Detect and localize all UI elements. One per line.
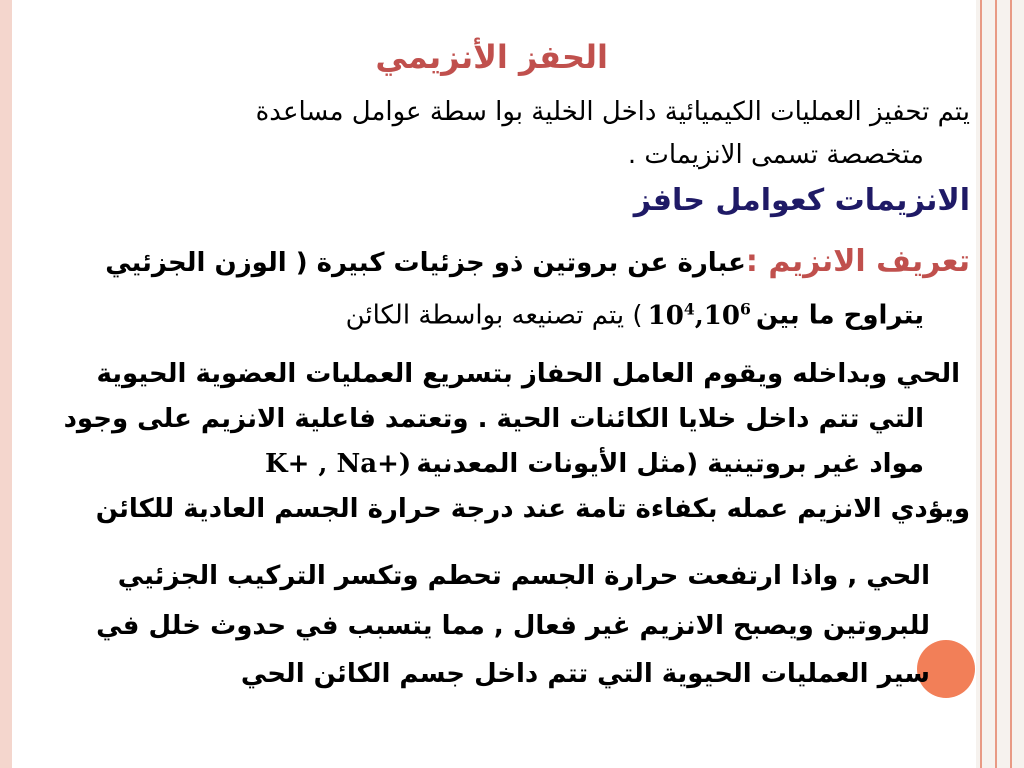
definition-line-1	[105, 245, 970, 278]
intro-line-1: يتم تحفيز العمليات الكيميائية داخل الخلية بوا سطة عوامل مساعدة	[255, 97, 970, 127]
definition-text-a: عبارة عن بروتين ذو جزئيات كبيرة ( الوزن الجزئيي	[105, 248, 746, 278]
subheading: الانزيمات كعوامل حافز	[633, 183, 970, 218]
definition-text-b-prefix: يتراوح ما بين	[755, 300, 924, 331]
definition-label: تعريف الانزيم :	[745, 244, 970, 279]
body-line-3-prefix: مواد غير بروتينية (مثل الأيونات المعدنية	[416, 449, 924, 479]
intro-line-2: متخصصة تسمى الانزيمات .	[627, 140, 924, 170]
definition-line-2	[346, 300, 924, 330]
body-line-2: التي تتم داخل خلايا الكائنات الحية . وتعتمد فاعلية الانزيم على وجود	[63, 404, 924, 434]
body-line-4: ويؤدي الانزيم عمله بكفاءة تامة عند درجة حرارة الجسم العادية للكائن	[95, 494, 970, 524]
decorative-line	[980, 0, 982, 768]
conclusion-line-2: للبروتين ويصبح الانزيم غير فعال , مما يتسبب في حدوث خلل في	[96, 611, 930, 641]
molecular-weight-range: $10^4,10^6$	[647, 299, 751, 331]
right-decorative-band	[976, 0, 1024, 768]
conclusion-line-3: سير العمليات الحيوية التي تتم داخل جسم الكائن الحي	[240, 659, 930, 689]
definition-text-b-suffix: ) يتم تصنيعه بواسطة الكائن	[345, 300, 643, 331]
slide-title: الحفز الأنزيمي	[375, 38, 608, 76]
body-line-1: الحي وبداخله ويقوم العامل الحفاز بتسريع العمليات العضوية الحيوية	[96, 359, 960, 389]
body-line-3	[265, 450, 924, 479]
left-decorative-stripe	[0, 0, 12, 768]
decorative-line	[995, 0, 997, 768]
decorative-line	[1010, 0, 1012, 768]
conclusion-line-1: الحي , واذا ارتفعت حرارة الجسم تحطم وتكسر التركيب الجزئيي	[117, 561, 930, 591]
ion-list: K+ , Na+)	[264, 449, 412, 479]
